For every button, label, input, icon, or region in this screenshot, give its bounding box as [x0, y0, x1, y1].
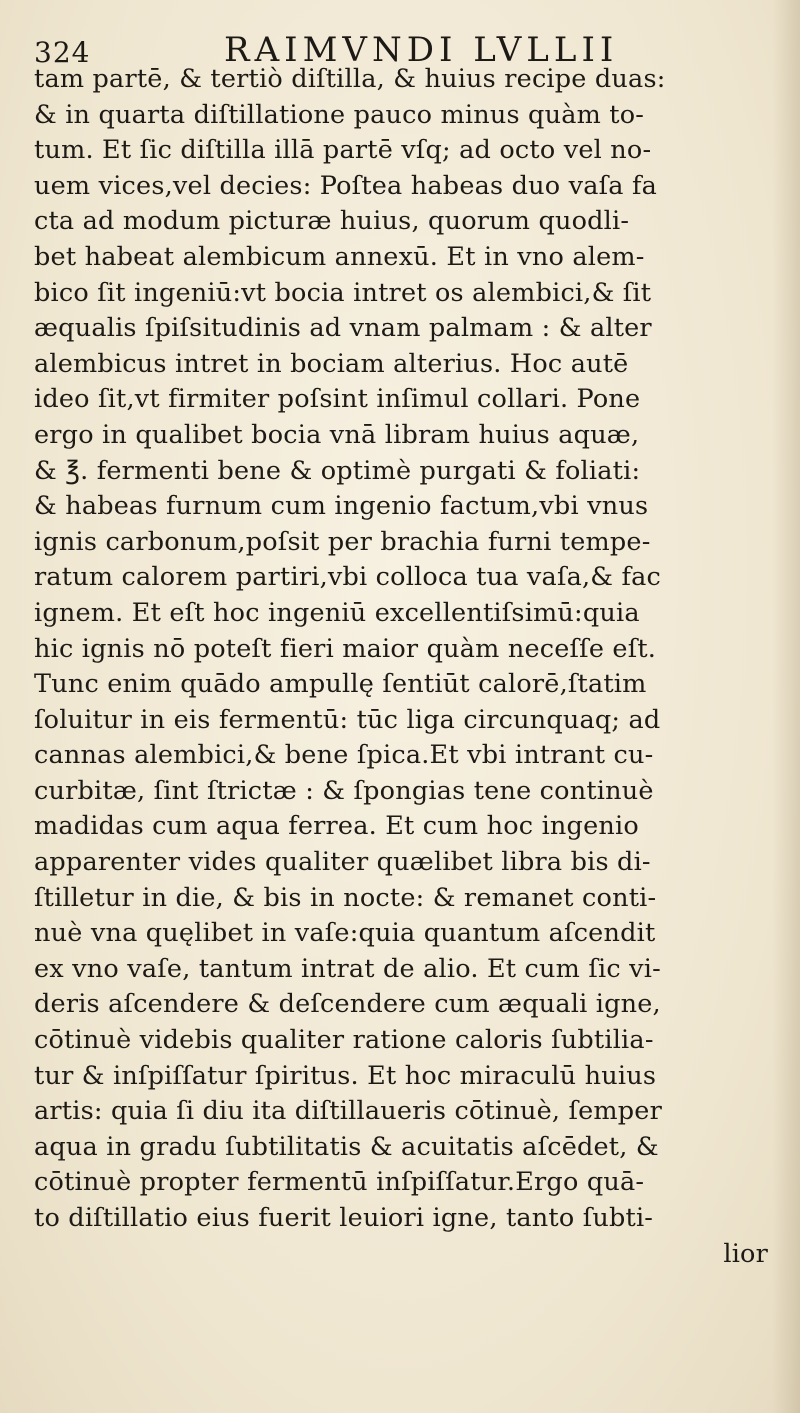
text-line: curbitæ, ſint ſtrictæ : & ſpongias tene continuè — [34, 775, 654, 806]
text-line: cōtinuè propter fermentū inſpiſſatur.Ergo quā- — [34, 1167, 645, 1198]
text-line: deris aſcendere & deſcendere cum æquali igne, — [34, 989, 661, 1020]
text-line: & ℥. fermenti bene & optimè purgati & foliati: — [34, 455, 641, 486]
text-line: cōtinuè videbis qualiter ratione caloris ſubtilia- — [34, 1025, 654, 1056]
text-line: & habeas furnum cum ingenio factum,vbi vnus — [34, 491, 649, 522]
text-line: bico ſit ingeniū:vt bocia intret os alembici,& ſit — [34, 277, 652, 308]
text-line: ratum calorem partiri,vbi colloca tua vaſa,& fac — [34, 562, 662, 593]
running-head: RAIMVNDI LVLLII — [224, 30, 619, 70]
text-line: madidas cum aqua ferrea. Et cum hoc ingenio — [34, 811, 639, 842]
page-number: 324 — [34, 36, 91, 69]
text-line: nuè vna quęlibet in vaſe:quia quantum aſcendit — [34, 918, 656, 949]
text-line: ignem. Et eſt hoc ingeniū excellentiſsimū:quia — [34, 597, 640, 628]
text-line: Tunc enim quādo ampullę ſentiūt calorē,ſtatim — [34, 669, 647, 700]
text-line: cta ad modum picturæ huius, quorum quodli- — [34, 206, 630, 237]
text-line: cannas alembici,& bene ſpica.Et vbi intrant cu- — [34, 740, 654, 771]
text-line: uem vices,vel decies: Poſtea habeas duo vaſa fa — [34, 170, 658, 201]
body-text — [34, 62, 774, 1272]
catchword: lior — [723, 1238, 768, 1269]
text-line: to diſtillatio eius fuerit leuiori igne, tanto ſubti- — [34, 1203, 654, 1233]
text-line: hic ignis nō poteſt fieri maior quàm neceſſe eſt. — [34, 633, 657, 664]
text-line: ignis carbonum,poſsit per brachia furni tempe- — [34, 526, 651, 557]
text-line: ſoluitur in eis fermentū: tūc liga circunquaq; ad — [34, 704, 661, 735]
text-line: ideo ſit,vt firmiter poſsint inſimul collari. Pone — [34, 384, 641, 415]
text-line: tam partē, & tertiò diſtilla, & huius recipe duas: — [34, 64, 666, 94]
text-line: ſtilletur in die, & bis in nocte: & remanet conti- — [34, 882, 657, 913]
text-line: æqualis ſpiſsitudinis ad vnam palmam : & alter — [34, 313, 652, 344]
text-line: tur & inſpiſſatur ſpiritus. Et hoc miraculū huius — [34, 1060, 657, 1091]
text-line: bet habeat alembicum annexū. Et in vno alem- — [34, 241, 645, 272]
text-line: & in quarta diſtillatione pauco minus quàm to- — [34, 99, 645, 130]
text-line: artis: quia ſi diu ita diſtillaueris cōtinuè, ſemper — [34, 1096, 662, 1127]
text-line: ex vno vaſe, tantum intrat de alio. Et cum ſic vi- — [34, 953, 661, 984]
text-line: aqua in gradu ſubtilitatis & acuitatis aſcēdet, & — [34, 1131, 659, 1162]
text-line: tum. Et ſic diſtilla illā partē vſq; ad octo vel no- — [34, 135, 652, 166]
text-line: apparenter vides qualiter quælibet libra bis di- — [34, 847, 651, 878]
page-edge-shadow — [772, 0, 800, 1413]
text-line: alembicus intret in bociam alterius. Hoc autē — [34, 348, 629, 379]
text-line: ergo in qualibet bocia vnā libram huius aquæ, — [34, 419, 640, 450]
